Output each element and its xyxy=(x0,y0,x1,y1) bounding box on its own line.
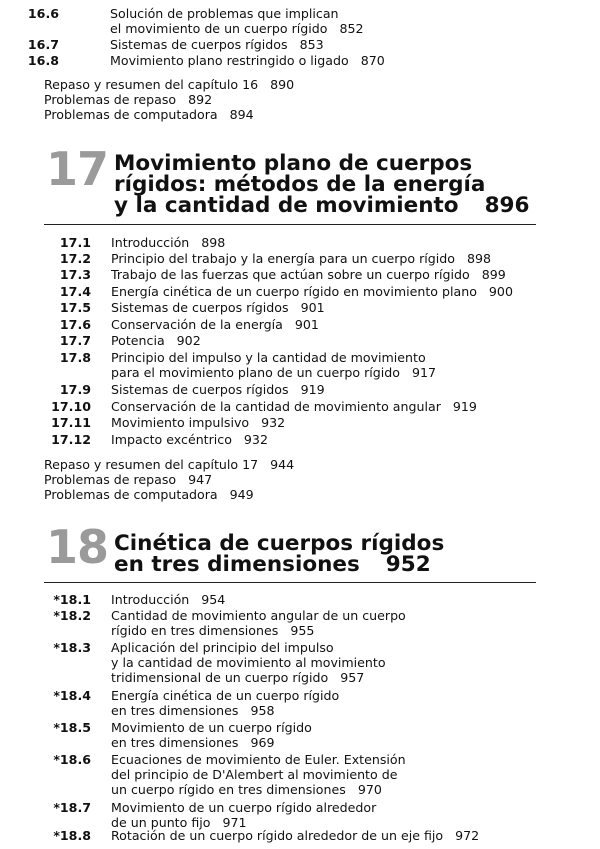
toc-entry-page: 853 xyxy=(299,37,324,52)
toc-entry-text xyxy=(111,235,225,250)
toc-entry-line xyxy=(111,267,506,282)
toc-entry-text xyxy=(111,752,406,797)
toc-entry-line xyxy=(110,37,324,52)
review-page: 947 xyxy=(188,472,213,487)
toc-entry-line xyxy=(110,53,385,68)
toc-entry-line xyxy=(111,333,201,348)
toc-entry-line-text: rígido en tres dimensiones xyxy=(111,623,279,638)
chapter-title-line-text: y la cantidad de movimiento xyxy=(114,193,459,218)
review-text: Repaso y resumen del capítulo 16 xyxy=(44,77,259,92)
toc-entry-line xyxy=(111,317,319,332)
toc-entry-line xyxy=(111,415,285,430)
toc-entry-number: *18.3 xyxy=(53,640,91,655)
toc-entry-line xyxy=(111,828,479,843)
toc-entry-page: 954 xyxy=(201,592,226,607)
chapter-page: 952 xyxy=(385,552,431,577)
toc-entry-line-text: Conservación de la energía xyxy=(111,317,283,332)
toc-entry-line xyxy=(111,623,406,638)
review-page: 892 xyxy=(188,92,213,107)
review-page: 894 xyxy=(229,107,254,122)
toc-entry-page: 958 xyxy=(250,703,275,718)
toc-entry-line xyxy=(111,592,225,607)
toc-entry-page: 898 xyxy=(201,235,226,250)
toc-entry-page: 957 xyxy=(340,670,365,685)
toc-entry-text xyxy=(110,6,363,36)
toc-entry-line xyxy=(110,21,363,36)
chapter-number-17: 17 xyxy=(46,142,109,196)
review-page: 949 xyxy=(229,487,254,502)
toc-entry-text xyxy=(110,53,385,68)
toc-entry-line-text: Sistemas de cuerpos rígidos xyxy=(111,382,289,397)
toc-entry-text xyxy=(111,592,225,607)
toc-entry-page: 969 xyxy=(250,735,275,750)
chapter-title-line-text: en tres dimensiones xyxy=(114,552,360,577)
chapter-title-line xyxy=(114,195,529,216)
toc-entry-page: 900 xyxy=(488,284,513,299)
chapter-number-18: 18 xyxy=(46,520,109,574)
toc-entry-page: 971 xyxy=(222,815,247,830)
toc-entry-line: Aplicación del principio del impulso xyxy=(111,640,334,655)
toc-entry-line-text: Introducción xyxy=(111,235,190,250)
toc-entry-text xyxy=(111,300,325,315)
toc-entry-line-text: Potencia xyxy=(111,333,165,348)
toc-entry-page: 917 xyxy=(411,365,436,380)
chapter-page: 896 xyxy=(484,193,530,218)
review-page: 890 xyxy=(270,77,295,92)
toc-entry-number: *18.6 xyxy=(53,752,91,767)
toc-entry-text xyxy=(111,350,436,380)
toc-entry-line-text: Movimiento impulsivo xyxy=(111,415,250,430)
toc-entry-line xyxy=(111,782,406,797)
toc-entry-line xyxy=(111,284,513,299)
toc-entry-text xyxy=(111,284,513,299)
toc-entry-number: 17.4 xyxy=(59,284,91,299)
toc-entry-number: 16.8 xyxy=(27,53,59,68)
toc-entry-line xyxy=(111,735,312,750)
toc-entry-text xyxy=(111,608,406,638)
toc-entry-text xyxy=(111,432,268,447)
toc-entry-number: 17.3 xyxy=(59,267,91,282)
toc-entry-number: 17.8 xyxy=(59,350,91,365)
toc-entry-text xyxy=(111,382,325,397)
toc-entry-text xyxy=(111,399,477,414)
chapter-title-line: Cinética de cuerpos rígidos xyxy=(114,531,445,556)
toc-entry-line-text: un cuerpo rígido en tres dimensiones xyxy=(111,782,346,797)
toc-entry-number: 17.12 xyxy=(51,432,91,447)
toc-entry-line xyxy=(111,251,491,266)
toc-entry-page: 901 xyxy=(300,300,325,315)
review-problems-17[interactable] xyxy=(44,472,212,487)
toc-entry-line-text: el movimiento de un cuerpo rígido xyxy=(110,21,328,36)
toc-entry-page: 901 xyxy=(294,317,319,332)
toc-entry-line xyxy=(111,432,268,447)
toc-entry-page: 932 xyxy=(243,432,268,447)
toc-entry-line: Principio del impulso y la cantidad de movimiento xyxy=(111,350,426,365)
toc-entry-line xyxy=(111,399,477,414)
review-problems-16[interactable] xyxy=(44,92,212,107)
toc-entry-text xyxy=(111,267,506,282)
toc-entry-number: *18.4 xyxy=(53,688,91,703)
toc-entry-number: 16.7 xyxy=(27,37,59,52)
toc-entry-line: y la cantidad de movimiento al movimiento xyxy=(111,655,386,670)
toc-entry-line-text: Rotación de un cuerpo rígido alrededor de un eje fijo xyxy=(111,828,444,843)
toc-entry-line-text: para el movimiento plano de un cuerpo rígido xyxy=(111,365,400,380)
toc-entry-page: 898 xyxy=(466,251,492,266)
toc-entry-line: Energía cinética de un cuerpo rígido xyxy=(111,688,340,703)
chapter-title-line: rígidos: métodos de la energía xyxy=(114,172,486,197)
toc-entry-text xyxy=(111,317,319,332)
chapter-divider-18 xyxy=(44,582,536,583)
toc-entry-line-text: Movimiento plano restringido o ligado xyxy=(110,53,349,68)
toc-entry-page: 919 xyxy=(300,382,325,397)
toc-entry-line-text: Sistemas de cuerpos rígidos xyxy=(111,300,289,315)
chapter-title-line xyxy=(114,554,444,575)
toc-entry-page: 902 xyxy=(176,333,201,348)
chapter-title-17[interactable] xyxy=(114,153,529,216)
toc-entry-line: Cantidad de movimiento angular de un cuerpo xyxy=(111,608,406,623)
toc-entry-number: 17.9 xyxy=(59,382,91,397)
toc-entry-number: 17.6 xyxy=(59,317,91,332)
computer-problems-16[interactable] xyxy=(44,107,254,122)
toc-entry-page: 972 xyxy=(455,828,480,843)
toc-entry-text xyxy=(110,37,324,52)
toc-entry-line xyxy=(111,670,386,685)
computer-problems-17[interactable] xyxy=(44,487,254,502)
toc-entry-page: 955 xyxy=(290,623,315,638)
toc-entry-line-text: Energía cinética de un cuerpo rígido en movimiento plano xyxy=(111,284,477,299)
toc-entry-text xyxy=(111,828,479,843)
toc-entry-line xyxy=(111,365,436,380)
toc-entry-text xyxy=(111,720,312,750)
review-text: Problemas de computadora xyxy=(44,107,218,122)
toc-entry-text xyxy=(111,415,285,430)
toc-entry-line-text: en tres dimensiones xyxy=(111,703,239,718)
toc-entry-number: *18.5 xyxy=(53,720,91,735)
review-summary-17[interactable] xyxy=(44,457,294,472)
review-text: Problemas de computadora xyxy=(44,487,218,502)
chapter-title-line: Movimiento plano de cuerpos xyxy=(114,151,473,176)
toc-entry-text xyxy=(111,333,201,348)
toc-entry-number: 17.7 xyxy=(59,333,91,348)
toc-entry-line: Movimiento de un cuerpo rígido xyxy=(111,720,312,735)
toc-entry-number: 17.5 xyxy=(59,300,91,315)
chapter-divider-17 xyxy=(44,224,536,225)
toc-entry-page: 870 xyxy=(360,53,385,68)
toc-entry-number: *18.8 xyxy=(53,828,91,843)
chapter-title-18[interactable] xyxy=(114,533,444,575)
toc-entry-line: del principio de D'Alembert al movimiento de xyxy=(111,767,398,782)
toc-entry-number: 17.10 xyxy=(51,399,91,414)
toc-entry-number: *18.1 xyxy=(53,592,91,607)
toc-entry-line-text: de un punto fijo xyxy=(111,815,211,830)
toc-entry-line xyxy=(111,300,325,315)
review-text: Problemas de repaso xyxy=(44,472,177,487)
toc-entry-page: 970 xyxy=(357,782,382,797)
toc-entry-number: *18.7 xyxy=(53,800,91,815)
toc-entry-line-text: Sistemas de cuerpos rígidos xyxy=(110,37,288,52)
review-text: Repaso y resumen del capítulo 17 xyxy=(44,457,259,472)
review-page: 944 xyxy=(270,457,295,472)
toc-entry-line xyxy=(111,703,339,718)
toc-entry-line: Ecuaciones de movimiento de Euler. Extensión xyxy=(111,752,406,767)
toc-entry-text xyxy=(111,251,491,266)
toc-entry-line xyxy=(111,235,225,250)
toc-entry-number: 17.1 xyxy=(59,235,91,250)
toc-entry-page: 852 xyxy=(339,21,364,36)
toc-entry-number: *18.2 xyxy=(53,608,91,623)
toc-entry-line-text: en tres dimensiones xyxy=(111,735,239,750)
toc-entry-line-text: Trabajo de las fuerzas que actúan sobre un cuerpo rígido xyxy=(111,267,470,282)
toc-entry-line-text: tridimensional de un cuerpo rígido xyxy=(111,670,329,685)
toc-entry-number: 17.11 xyxy=(51,415,91,430)
toc-entry-line: Solución de problemas que implican xyxy=(110,6,339,21)
toc-entry-number: 16.6 xyxy=(27,6,59,21)
toc-entry-page: 919 xyxy=(452,399,477,414)
toc-entry-line-text: Principio del trabajo y la energía para un cuerpo rígido xyxy=(111,251,455,266)
toc-entry-page: 899 xyxy=(481,267,506,282)
toc-entry-page: 932 xyxy=(261,415,286,430)
toc-entry-line: Movimiento de un cuerpo rígido alrededor xyxy=(111,800,377,815)
toc-entry-line-text: Impacto excéntrico xyxy=(111,432,232,447)
toc-entry-line-text: Conservación de la cantidad de movimiento angular xyxy=(111,399,441,414)
toc-entry-text xyxy=(111,688,339,718)
toc-entry-text xyxy=(111,800,376,830)
review-text: Problemas de repaso xyxy=(44,92,177,107)
toc-entry-line xyxy=(111,382,325,397)
review-summary-16[interactable] xyxy=(44,77,294,92)
toc-entry-text xyxy=(111,640,386,685)
toc-entry-line-text: Introducción xyxy=(111,592,190,607)
toc-entry-number: 17.2 xyxy=(59,251,91,266)
